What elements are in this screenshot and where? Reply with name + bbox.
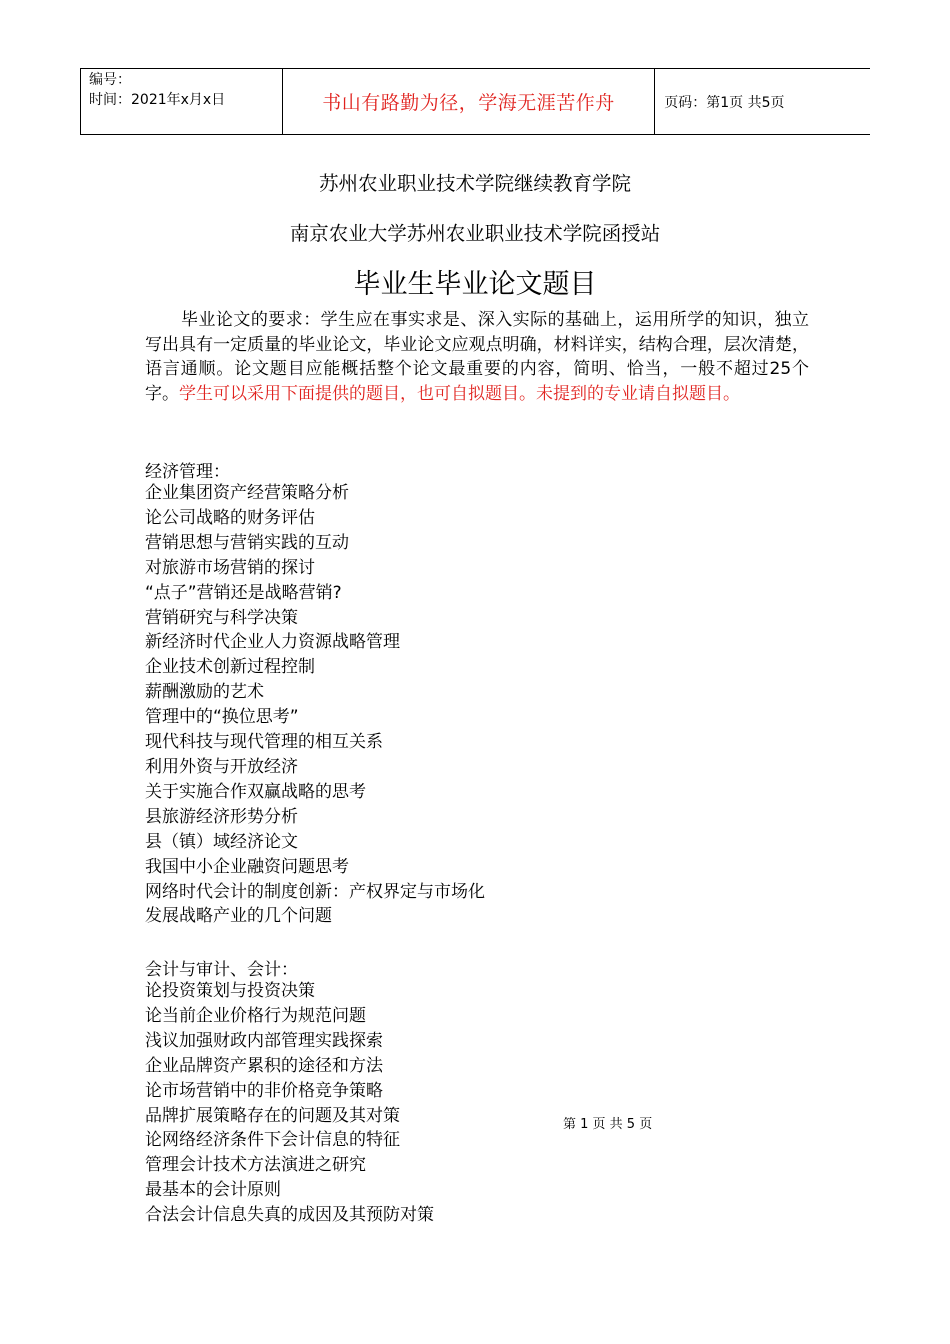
list-item: 营销研究与科学决策 (145, 607, 298, 628)
college-title: 苏州农业职业技术学院继续教育学院 (318, 172, 631, 195)
list-item: 品牌扩展策略存在的问题及其对策 (145, 1105, 400, 1126)
header-page-cell (655, 69, 870, 134)
list-item: 浅议加强财政内部管理实践探索 (145, 1030, 383, 1051)
list-item: 发展战略产业的几个问题 (145, 906, 332, 927)
list-item: 管理中的“换位思考” (145, 707, 299, 728)
requirements-red-note: 学生可以采用下面提供的题目，也可自拟题目。未提到的专业请自拟题目。 (179, 383, 740, 404)
header-page-code: 页码：第1页 共5页 (664, 94, 785, 111)
topic-list-accounting (145, 979, 434, 1228)
list-item: 对旅游市场营销的探讨 (145, 557, 315, 578)
list-item: 新经济时代企业人力资源战略管理 (145, 632, 400, 653)
list-item: 关于实施合作双赢战略的思考 (145, 781, 366, 802)
section-title-accounting: 会计与审计、会计： (145, 960, 298, 980)
list-item: 我国中小企业融资问题思考 (145, 856, 349, 877)
list-item: 论投资策划与投资决策 (145, 981, 315, 1001)
requirements-text: 毕业论文的要求：学生应在事实求是、深入实际的基础上，运用所学的知识，独立写出具有一定质量的毕业论文，毕业论文应观点明确，材料详实，结构合理，层次清楚，语言通顺。论文题目应能概括整个论文最重要的内容，简明、恰当，一般不超过25个字。 (145, 310, 809, 404)
section-title-economics: 经济管理： (145, 462, 230, 482)
list-item: 利用外资与开放经济 (145, 756, 298, 777)
list-item: 企业技术创新过程控制 (145, 657, 315, 678)
list-item: 薪酬激励的艺术 (145, 682, 264, 703)
header-motto: 书山有路勤为径，学海无涯苦作舟 (322, 92, 615, 114)
list-item: 营销思想与营销实践的互动 (145, 532, 349, 553)
list-item: 企业集团资产经营策略分析 (145, 483, 349, 503)
requirements-paragraph (145, 308, 809, 406)
list-item: 最基本的会计原则 (145, 1180, 281, 1201)
list-item: 论当前企业价格行为规范问题 (145, 1005, 366, 1026)
list-item: 企业品牌资产累积的途径和方法 (145, 1055, 383, 1076)
list-item: 县旅游经济形势分析 (145, 806, 298, 827)
list-item: 网络时代会计的制度创新：产权界定与市场化 (145, 881, 485, 902)
list-item: 合法会计信息失真的成因及其预防对策 (145, 1205, 434, 1226)
document-main-title: 毕业生毕业论文题目 (353, 269, 597, 300)
header-info-cell (81, 69, 283, 134)
list-item: “点子”营销还是战略营销? (145, 582, 342, 603)
station-title: 南京农业大学苏州农业职业技术学院函授站 (289, 222, 661, 245)
topic-list-economics (145, 481, 485, 929)
list-item: 论网络经济条件下会计信息的特征 (145, 1130, 400, 1151)
document-number-label: 编号： (89, 72, 131, 88)
document-time-label: 时间：2021年x月x日 (89, 92, 226, 108)
list-item: 论市场营销中的非价格竞争策略 (145, 1080, 383, 1101)
list-item: 论公司战略的财务评估 (145, 507, 315, 528)
page-footer: 第 1 页 共 5 页 (563, 1117, 653, 1132)
list-item: 现代科技与现代管理的相互关系 (145, 732, 383, 753)
header-table (80, 68, 870, 135)
list-item: 县（镇）域经济论文 (145, 831, 298, 852)
list-item: 管理会计技术方法演进之研究 (145, 1155, 366, 1176)
header-motto-cell (283, 69, 656, 134)
